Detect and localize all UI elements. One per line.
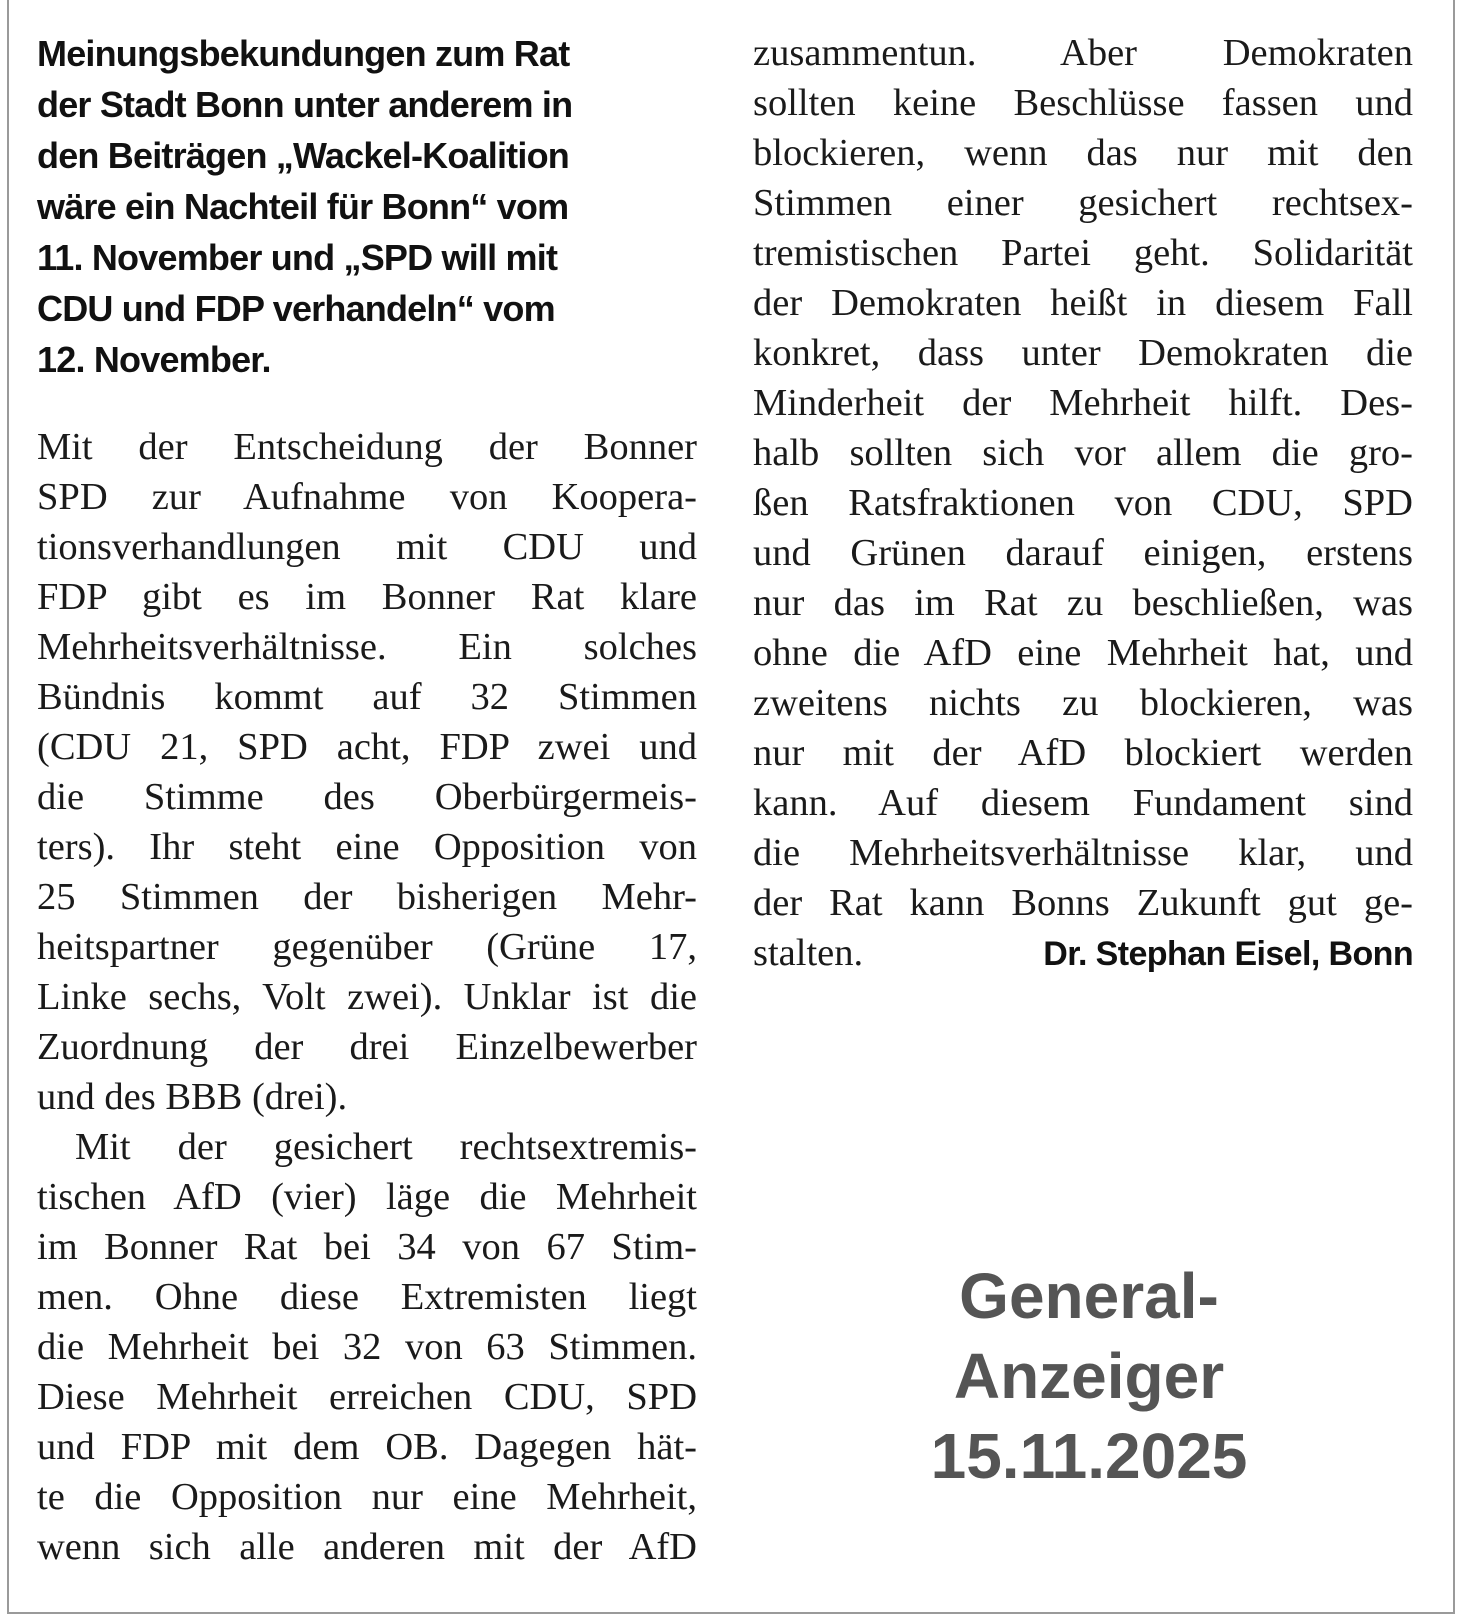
text-line: und Grünen darauf einigen, erstens [753,532,1413,574]
paragraph-continued [753,28,1413,978]
text-line: tremistischen Partei geht. Solidarität [753,232,1413,274]
text-line: Stimmen einer gesichert rechtsex- [753,182,1413,224]
newspaper-clipping [7,0,1455,1614]
text-line: die Mehrheit bei 32 von 63 Stimmen. [37,1326,697,1368]
source-date: 15.11.2025 [930,1420,1248,1492]
source-name-line-2: Anzeiger [953,1340,1225,1412]
closing-word: stalten. [753,932,864,974]
text-line: zusammentun. Aber Demokraten [753,32,1413,74]
text-line: die Stimme des Oberbürgermeis- [37,776,697,818]
text-line: wenn sich alle anderen mit der AfD [37,1526,697,1568]
headline-line: 12. November. [37,339,271,380]
text-line: men. Ohne diese Extremisten liegt [37,1276,697,1318]
text-line: konkret, dass unter Demokraten die [753,332,1413,374]
headline-line: der Stadt Bonn unter anderem in [37,84,573,125]
author-signature: Dr. Stephan Eisel, Bonn [1043,935,1413,973]
text-line: im Bonner Rat bei 34 von 67 Stim- [37,1226,697,1268]
text-line: heitspartner gegenüber (Grüne 17, [37,926,697,968]
headline-line: den Beiträgen „Wackel-Koalition [37,135,569,176]
text-line: Zuordnung der drei Einzelbewerber [37,1026,697,1068]
closing-line [753,928,1413,978]
text-line: der Demokraten heißt in diesem Fall [753,282,1413,324]
text-line: ßen Ratsfraktionen von CDU, SPD [753,482,1413,524]
text-line: sollten keine Beschlüsse fassen und [753,82,1413,124]
text-line: (CDU 21, SPD acht, FDP zwei und [37,726,697,768]
text-line: kann. Auf diesem Fundament sind [753,782,1413,824]
text-line: Mit der gesichert rechtsextremis- [75,1126,697,1168]
left-column [37,28,697,1572]
text-line: blockieren, wenn das nur mit den [753,132,1413,174]
paragraph-2 [37,1122,697,1572]
text-line: Mehrheitsverhältnisse. Ein solches [37,626,697,668]
text-line: Minderheit der Mehrheit hilft. Des- [753,382,1413,424]
headline-line: wäre ein Nachteil für Bonn“ vom [37,186,569,227]
headline-line: Meinungsbekundungen zum Rat [37,33,570,74]
text-line: nur mit der AfD blockiert werden [753,732,1413,774]
headline [37,28,697,385]
source-label [849,1256,1329,1496]
text-line: tionsverhandlungen mit CDU und [37,526,697,568]
text-line: Diese Mehrheit erreichen CDU, SPD [37,1376,697,1418]
text-line: und FDP mit dem OB. Dagegen hät- [37,1426,697,1468]
text-line: ohne die AfD eine Mehrheit hat, und [753,632,1413,674]
text-line: halb sollten sich vor allem die gro- [753,432,1413,474]
text-line: nur das im Rat zu beschließen, was [753,582,1413,624]
text-line: 25 Stimmen der bisherigen Mehr- [37,876,697,918]
headline-line: 11. November und „SPD will mit [37,237,558,278]
text-line: Bündnis kommt auf 32 Stimmen [37,676,697,718]
text-line: tischen AfD (vier) läge die Mehrheit [37,1176,697,1218]
source-name-line-1: General- [959,1260,1219,1332]
text-line: Linke sechs, Volt zwei). Unklar ist die [37,976,697,1018]
text-line: die Mehrheitsverhältnisse klar, und [753,832,1413,874]
paragraph-1 [37,422,697,1122]
text-line: FDP gibt es im Bonner Rat klare [37,576,697,618]
right-column [753,28,1413,978]
text-line: der Rat kann Bonns Zukunft gut ge- [753,882,1413,924]
headline-line: CDU und FDP verhandeln“ vom [37,288,555,329]
text-line: zweitens nichts zu blockieren, was [753,682,1413,724]
text-line: und des BBB (drei). [37,1076,348,1118]
text-line: SPD zur Aufnahme von Koopera- [37,476,697,518]
text-line: te die Opposition nur eine Mehrheit, [37,1476,697,1518]
text-line: Mit der Entscheidung der Bonner [37,426,697,468]
text-line: ters). Ihr steht eine Opposition von [37,826,697,868]
